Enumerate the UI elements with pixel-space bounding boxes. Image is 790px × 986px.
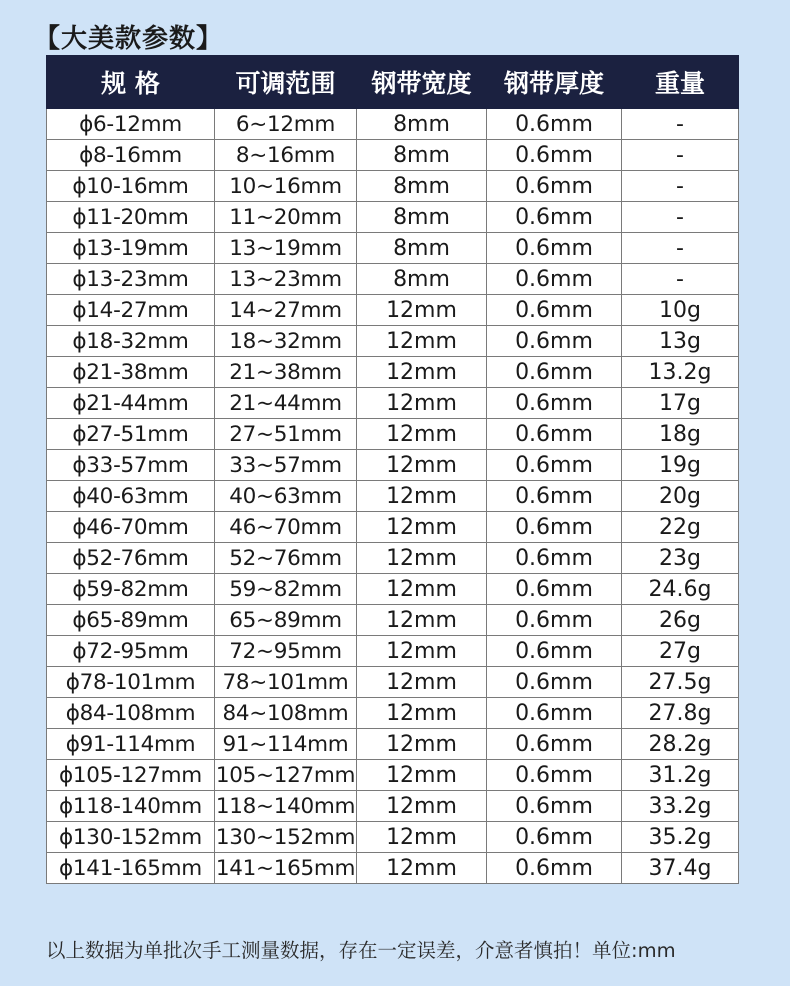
header-band-width: 钢带宽度 [357, 56, 487, 109]
spec-cell: ϕ72-95mm [47, 636, 215, 667]
range-cell: 141~165mm [215, 853, 357, 884]
weight-cell: 19g [622, 450, 739, 481]
weight-cell: - [622, 109, 739, 140]
band-thickness-cell: 0.6mm [487, 512, 622, 543]
table-row [47, 729, 739, 760]
range-cell: 130~152mm [215, 822, 357, 853]
table-row [47, 388, 739, 419]
band-width-cell: 12mm [357, 295, 487, 326]
band-width-cell: 12mm [357, 388, 487, 419]
table-row [47, 698, 739, 729]
weight-cell: 13.2g [622, 357, 739, 388]
weight-cell: 31.2g [622, 760, 739, 791]
table-row [47, 481, 739, 512]
range-cell: 72~95mm [215, 636, 357, 667]
band-thickness-cell: 0.6mm [487, 574, 622, 605]
range-cell: 84~108mm [215, 698, 357, 729]
spec-cell: ϕ13-19mm [47, 233, 215, 264]
table-row [47, 264, 739, 295]
range-cell: 46~70mm [215, 512, 357, 543]
spec-cell: ϕ65-89mm [47, 605, 215, 636]
band-thickness-cell: 0.6mm [487, 853, 622, 884]
weight-cell: 22g [622, 512, 739, 543]
band-thickness-cell: 0.6mm [487, 543, 622, 574]
band-thickness-cell: 0.6mm [487, 481, 622, 512]
band-thickness-cell: 0.6mm [487, 326, 622, 357]
band-width-cell: 12mm [357, 481, 487, 512]
range-cell: 10~16mm [215, 171, 357, 202]
weight-cell: 35.2g [622, 822, 739, 853]
band-width-cell: 12mm [357, 543, 487, 574]
spec-cell: ϕ33-57mm [47, 450, 215, 481]
band-width-cell: 12mm [357, 450, 487, 481]
band-thickness-cell: 0.6mm [487, 667, 622, 698]
spec-cell: ϕ8-16mm [47, 140, 215, 171]
spec-table [46, 55, 739, 884]
band-thickness-cell: 0.6mm [487, 791, 622, 822]
band-thickness-cell: 0.6mm [487, 636, 622, 667]
table-row [47, 419, 739, 450]
table-row [47, 326, 739, 357]
weight-cell: 27.8g [622, 698, 739, 729]
spec-cell: ϕ52-76mm [47, 543, 215, 574]
spec-cell: ϕ11-20mm [47, 202, 215, 233]
table-row [47, 543, 739, 574]
weight-cell: 33.2g [622, 791, 739, 822]
spec-cell: ϕ13-23mm [47, 264, 215, 295]
table-row [47, 636, 739, 667]
band-thickness-cell: 0.6mm [487, 698, 622, 729]
band-thickness-cell: 0.6mm [487, 295, 622, 326]
table-header-row [47, 56, 739, 109]
band-thickness-cell: 0.6mm [487, 357, 622, 388]
spec-cell: ϕ78-101mm [47, 667, 215, 698]
weight-cell: 26g [622, 605, 739, 636]
band-width-cell: 12mm [357, 822, 487, 853]
spec-cell: ϕ40-63mm [47, 481, 215, 512]
range-cell: 21~38mm [215, 357, 357, 388]
band-thickness-cell: 0.6mm [487, 264, 622, 295]
header-range: 可调范围 [215, 56, 357, 109]
weight-cell: 27g [622, 636, 739, 667]
band-thickness-cell: 0.6mm [487, 822, 622, 853]
band-width-cell: 12mm [357, 698, 487, 729]
weight-cell: - [622, 264, 739, 295]
table-row [47, 202, 739, 233]
spec-cell: ϕ59-82mm [47, 574, 215, 605]
table-row [47, 667, 739, 698]
spec-cell: ϕ84-108mm [47, 698, 215, 729]
band-width-cell: 8mm [357, 109, 487, 140]
band-thickness-cell: 0.6mm [487, 202, 622, 233]
band-width-cell: 12mm [357, 853, 487, 884]
band-width-cell: 12mm [357, 512, 487, 543]
band-width-cell: 12mm [357, 636, 487, 667]
table-row [47, 791, 739, 822]
band-width-cell: 8mm [357, 171, 487, 202]
spec-cell: ϕ21-38mm [47, 357, 215, 388]
range-cell: 52~76mm [215, 543, 357, 574]
band-width-cell: 8mm [357, 264, 487, 295]
band-width-cell: 8mm [357, 140, 487, 171]
weight-cell: 20g [622, 481, 739, 512]
range-cell: 21~44mm [215, 388, 357, 419]
table-row [47, 140, 739, 171]
weight-cell: 23g [622, 543, 739, 574]
band-thickness-cell: 0.6mm [487, 605, 622, 636]
range-cell: 78~101mm [215, 667, 357, 698]
band-width-cell: 12mm [357, 605, 487, 636]
table-row [47, 822, 739, 853]
header-weight: 重量 [622, 56, 739, 109]
band-width-cell: 12mm [357, 667, 487, 698]
band-thickness-cell: 0.6mm [487, 171, 622, 202]
spec-cell: ϕ130-152mm [47, 822, 215, 853]
band-thickness-cell: 0.6mm [487, 233, 622, 264]
range-cell: 65~89mm [215, 605, 357, 636]
range-cell: 8~16mm [215, 140, 357, 171]
spec-cell: ϕ10-16mm [47, 171, 215, 202]
table-row [47, 233, 739, 264]
range-cell: 13~23mm [215, 264, 357, 295]
weight-cell: - [622, 202, 739, 233]
range-cell: 59~82mm [215, 574, 357, 605]
weight-cell: - [622, 171, 739, 202]
weight-cell: 10g [622, 295, 739, 326]
band-width-cell: 12mm [357, 791, 487, 822]
range-cell: 6~12mm [215, 109, 357, 140]
spec-cell: ϕ105-127mm [47, 760, 215, 791]
section-title: 【大美款参数】 [34, 24, 224, 54]
range-cell: 40~63mm [215, 481, 357, 512]
band-thickness-cell: 0.6mm [487, 729, 622, 760]
table-row [47, 853, 739, 884]
table-row [47, 357, 739, 388]
weight-cell: 37.4g [622, 853, 739, 884]
spec-cell: ϕ46-70mm [47, 512, 215, 543]
band-width-cell: 12mm [357, 574, 487, 605]
weight-cell: 28.2g [622, 729, 739, 760]
range-cell: 13~19mm [215, 233, 357, 264]
spec-cell: ϕ141-165mm [47, 853, 215, 884]
range-cell: 27~51mm [215, 419, 357, 450]
range-cell: 18~32mm [215, 326, 357, 357]
band-thickness-cell: 0.6mm [487, 140, 622, 171]
footnote: 以上数据为单批次手工测量数据，存在一定误差，介意者慎拍！单位:mm [46, 939, 676, 962]
band-width-cell: 12mm [357, 729, 487, 760]
band-width-cell: 12mm [357, 760, 487, 791]
table-row [47, 171, 739, 202]
table-row [47, 574, 739, 605]
weight-cell: - [622, 140, 739, 171]
spec-cell: ϕ21-44mm [47, 388, 215, 419]
band-thickness-cell: 0.6mm [487, 450, 622, 481]
weight-cell: 13g [622, 326, 739, 357]
spec-cell: ϕ14-27mm [47, 295, 215, 326]
table-row [47, 605, 739, 636]
weight-cell: 27.5g [622, 667, 739, 698]
band-thickness-cell: 0.6mm [487, 109, 622, 140]
range-cell: 118~140mm [215, 791, 357, 822]
spec-cell: ϕ18-32mm [47, 326, 215, 357]
table-row [47, 450, 739, 481]
header-band-thickness: 钢带厚度 [487, 56, 622, 109]
spec-cell: ϕ27-51mm [47, 419, 215, 450]
spec-cell: ϕ6-12mm [47, 109, 215, 140]
band-width-cell: 8mm [357, 202, 487, 233]
range-cell: 11~20mm [215, 202, 357, 233]
band-width-cell: 8mm [357, 233, 487, 264]
table-body [47, 109, 739, 884]
range-cell: 33~57mm [215, 450, 357, 481]
weight-cell: 18g [622, 419, 739, 450]
band-width-cell: 12mm [357, 419, 487, 450]
range-cell: 91~114mm [215, 729, 357, 760]
weight-cell: 17g [622, 388, 739, 419]
table-row [47, 760, 739, 791]
weight-cell: 24.6g [622, 574, 739, 605]
band-thickness-cell: 0.6mm [487, 760, 622, 791]
spec-cell: ϕ91-114mm [47, 729, 215, 760]
spec-cell: ϕ118-140mm [47, 791, 215, 822]
table-row [47, 109, 739, 140]
weight-cell: - [622, 233, 739, 264]
band-width-cell: 12mm [357, 357, 487, 388]
band-thickness-cell: 0.6mm [487, 388, 622, 419]
header-spec: 规 格 [47, 56, 215, 109]
band-width-cell: 12mm [357, 326, 487, 357]
range-cell: 14~27mm [215, 295, 357, 326]
table-row [47, 295, 739, 326]
table-row [47, 512, 739, 543]
range-cell: 105~127mm [215, 760, 357, 791]
band-thickness-cell: 0.6mm [487, 419, 622, 450]
